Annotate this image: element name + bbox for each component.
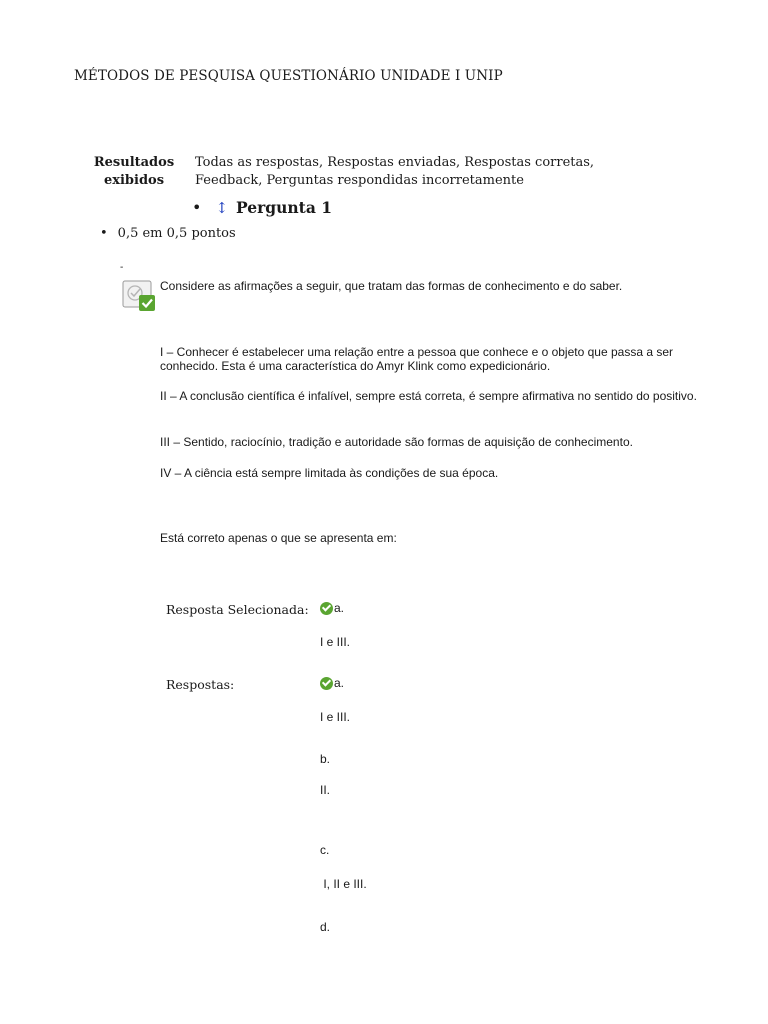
question-header xyxy=(192,198,332,217)
question-title: Pergunta 1 xyxy=(236,198,333,217)
results-shown-label: Resultados exibidos xyxy=(93,155,175,188)
question-prompt: Está correto apenas o que se apresenta em: xyxy=(160,531,397,545)
question-intro: Considere as afirmações a seguir, que tratam das formas de conhecimento e do saber. xyxy=(160,279,623,293)
selected-answer-text: I e III. xyxy=(320,635,351,649)
results-shown-value: Todas as respostas, Respostas enviadas, Respostas corretas, Feedback, Perguntas respondidas incorretamente xyxy=(195,155,595,188)
option-letter: a. xyxy=(334,676,345,690)
check-icon xyxy=(320,677,333,690)
statement-3: III – Sentido, raciocínio, tradição e autoridade são formas de aquisição de conhecimento. xyxy=(160,435,633,449)
answer-option-a-text: I e III. xyxy=(320,710,351,724)
selected-answer-letter xyxy=(320,601,344,615)
separator-dash: - xyxy=(120,262,124,273)
answer-option-c-text: I, II e III. xyxy=(320,877,367,891)
document-title: MÉTODOS DE PESQUISA QUESTIONÁRIO UNIDADE I UNIP xyxy=(74,68,503,84)
answer-option-b-text: II. xyxy=(320,783,331,797)
answer-option-b-letter: b. xyxy=(320,752,331,766)
selected-answer-label: Resposta Selecionada: xyxy=(166,602,309,617)
statement-2: II – A conclusão científica é infalível, sempre está correta, é sempre afirmativa no sentido do positivo. xyxy=(160,389,697,403)
answer-option-d-letter: d. xyxy=(320,920,331,934)
answer-option-c-letter: c. xyxy=(320,843,330,857)
answers-label: Respostas: xyxy=(166,677,235,692)
bullet-icon: • xyxy=(192,198,202,217)
points-text: 0,5 em 0,5 pontos xyxy=(117,226,236,241)
statement-4: IV – A ciência está sempre limitada às condições de sua época. xyxy=(160,466,499,480)
check-icon xyxy=(320,602,333,615)
reorder-arrows-icon[interactable]: ↕ xyxy=(215,198,229,217)
question-points xyxy=(100,226,236,241)
correct-status-icon xyxy=(122,278,156,312)
answer-option-a-letter xyxy=(320,676,344,690)
selected-letter: a. xyxy=(334,601,345,615)
statement-1: I – Conhecer é estabelecer uma relação entre a pessoa que conhece e o objeto que passa a ser conhecido. Esta é uma característica do Amyr Klink como expedicionário. xyxy=(160,345,674,373)
bullet-icon: • xyxy=(100,226,108,241)
